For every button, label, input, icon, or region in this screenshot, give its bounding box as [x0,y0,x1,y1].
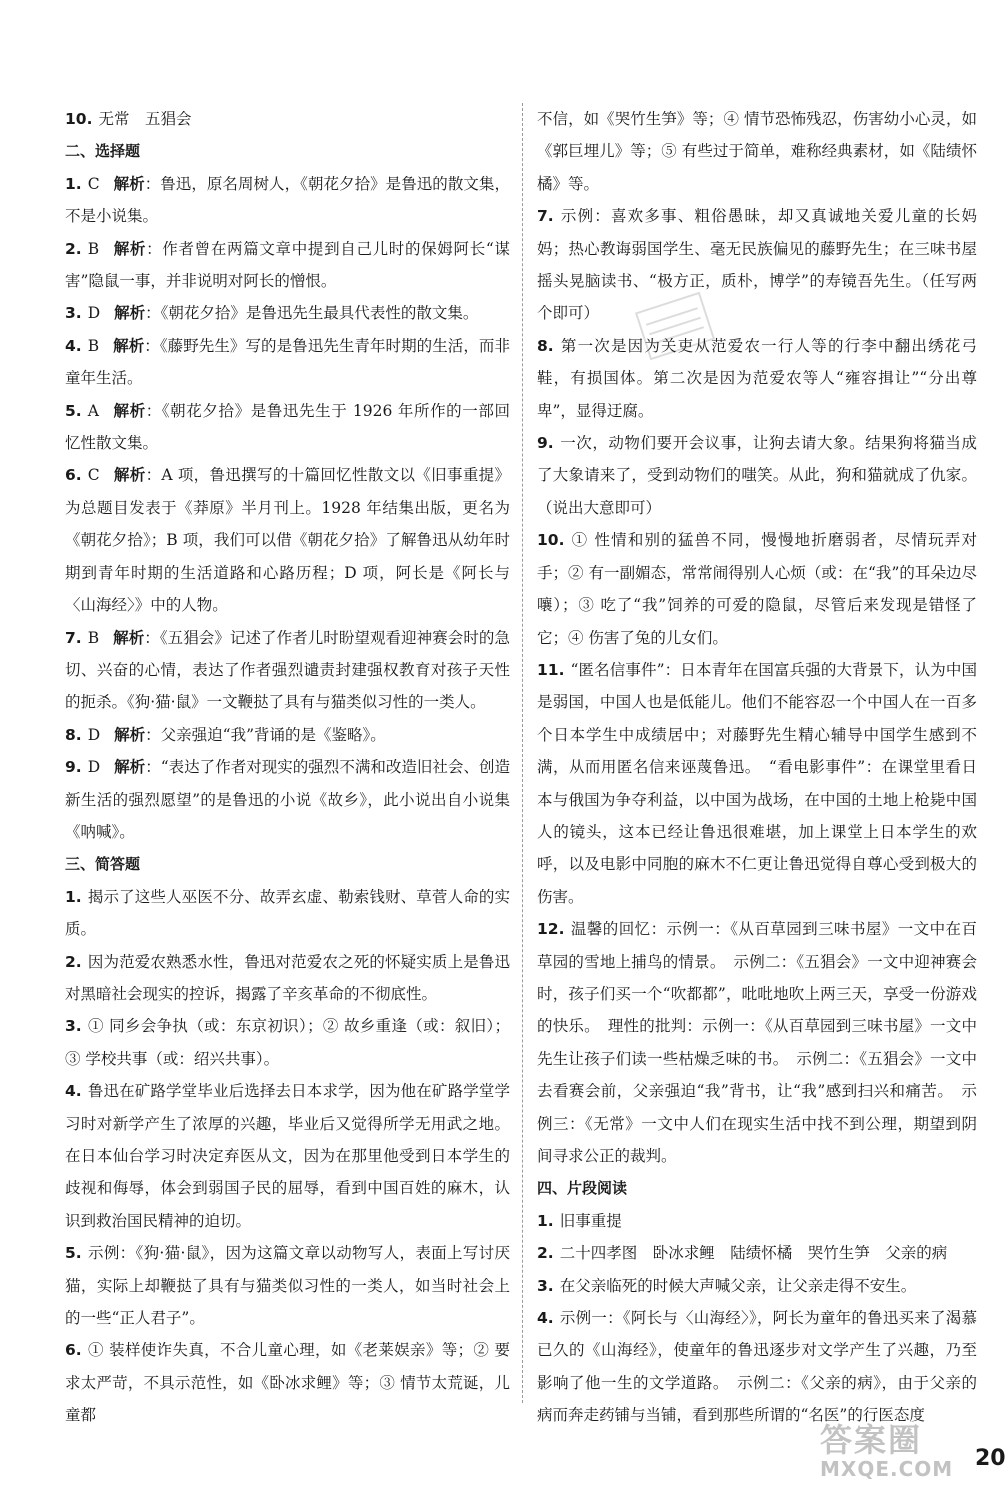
answer-entry [537,103,977,200]
page-number: 20 [975,1446,1006,1471]
question-number: 3. [65,1017,82,1036]
answer-entry [65,233,510,298]
answer-entry [65,751,510,848]
entry-text: 鲁迅在矿路学堂毕业后选择去日本求学，因为他在矿路学堂学习时对新学产生了浓厚的兴趣，毕业后又觉得所学无用武之地。在日本仙台学习时决定弃医从文，因为在那里他受到日本学生的歧视和侮辱，体会到弱国子民的屈辱，看到中国百姓的麻木，认识到救治国民精神的迫切。 [65,1082,510,1230]
column-divider [522,103,523,1403]
answer-entry [65,719,510,751]
answer-entry [537,1302,977,1432]
section-heading: 四、片段阅读 [537,1179,628,1198]
question-number: 2. [65,239,82,258]
analysis-label: 解析 [113,628,145,647]
watermark-url: MXQE.COM [820,1457,954,1481]
entry-text: 一次，动物们要开会议事，让狗去请大象。结果狗将猫当成了大象请来了，受到动物们的嗤笑。从此，狗和猫就成了仇家。（说出大意即可） [537,434,977,517]
section-heading: 二、选择题 [65,142,141,161]
choice-answer: B [87,239,100,258]
entry-text: 揭示了这些人巫医不分、故弄玄虚、勒索钱财、草菅人命的实质。 [65,887,510,939]
entry-text: “匿名信事件”：日本青年在国富兵强的大背景下，认为中国是弱国，中国人也是低能儿。他们不能容忍一个中国人在一百多个日本学生中成绩居中；对藤野先生精心辅导中国学生感到不满，从而用匿名信来诬蔑鲁迅。 “看电影事件”：在课堂里看日本与俄国为争夺利益，以中国为战场，在中国的土地上枪毙中国人的镜头，这本已经让鲁迅很难堪，加上课堂上日本学生的欢呼，以及电影中同胞的麻木不仁更让鲁迅觉得自尊心受到极大的伤害。 [537,660,977,906]
question-number: 1. [65,174,82,193]
question-number: 1. [537,1211,554,1230]
entry-text: ① 装样使诈失真，不合儿童心理，如《老莱娱亲》等；② 要求太严苛，不具示范性，如《卧冰求鲤》等；③ 情节太荒诞，儿童都 [65,1341,510,1425]
entry-text: ：《五猖会》记述了作者儿时盼望观看迎神赛会时的急切、兴奋的心情，表达了作者强烈谴责封建强权教育对孩子天性的扼杀。《狗·猫·鼠》一文鞭挞了具有与猫类似习性的一类人。 [65,628,510,712]
entry-text: 在父亲临死的时候大声喊父亲，让父亲走得不安生。 [559,1276,917,1295]
watermark-logo: 答案圈 [820,1421,923,1459]
entry-text: ：作者曾在两篇文章中提到自己儿时的保姆阿长“谋害”隐鼠一事，并非说明对阿长的憎恨。 [65,239,510,291]
choice-answer: B [87,336,100,355]
entry-text: 不信，如《哭竹生笋》等；④ 情节恐怖残忍，伤害幼小心灵，如《郭巨埋儿》等；⑤ 有些过于简单，难称经典素材，如《陆绩怀橘》等。 [537,110,977,193]
answer-entry [65,1010,510,1075]
answer-entry [65,622,510,719]
answer-entry [537,1205,977,1237]
entry-text: 温馨的回忆：示例一：《从百草园到三味书屋》一文中在百草园的雪地上捕鸟的情景。 示例二：《五猖会》一文中迎神赛会时，孩子们买一个“吹都都”，吡吡地吹上两三天，享受一份游戏的快乐。 理性的批判：示例一：《从百草园到三味书屋》一文中先生让孩子们读一些枯燥乏味的书。 示例二：《五猖会》一文中去看赛会前，父亲强迫“我”背书，让“我”感到扫兴和痛苦。 示例三：《无常》一文中人们在现实生活中找不到公理，期望到阴间寻求公正的裁判。 [537,920,977,1165]
entry-text: 二十四孝图 卧冰求鲤 陆绩怀橘 哭竹生笋 父亲的病 [559,1244,948,1263]
question-number: 8. [65,725,82,744]
question-number: 12. [537,920,565,939]
choice-answer: C [87,466,100,485]
question-number: 8. [537,336,554,355]
analysis-label: 解析 [113,336,145,355]
choice-answer: D [87,304,101,323]
left-column [65,103,510,1432]
question-number: 3. [537,1276,554,1295]
answer-entry [65,881,510,946]
entry-text: ：鲁迅，原名周树人，《朝花夕拾》是鲁迅的散文集，不是小说集。 [65,174,510,226]
choice-answer: D [87,758,101,777]
answer-entry [65,297,510,329]
answer-entry [537,1237,977,1269]
answer-entry [537,427,977,524]
answer-entry [65,1075,510,1237]
question-number: 4. [65,1082,82,1101]
entry-text: 因为范爱农熟悉水性，鲁迅对范爱农之死的怀疑实质上是鲁迅对黑暗社会现实的控诉，揭露了辛亥革命的不彻底性。 [65,952,510,1003]
entry-text: ：《藤野先生》写的是鲁迅先生青年时期的生活，而非童年生活。 [65,336,510,388]
analysis-label: 解析 [114,725,146,744]
question-number: 11. [537,660,565,679]
question-number: 5. [65,1244,82,1263]
answer-entry [537,524,977,654]
analysis-label: 解析 [112,401,146,420]
analysis-label: 解析 [113,466,146,485]
choice-answer: D [87,725,101,744]
entry-text: ：《朝花夕拾》是鲁迅先生于 1926 年所作的一部回忆性散文集。 [65,401,510,453]
entry-text: 旧事重提 [559,1211,622,1230]
question-number: 7. [65,628,82,647]
answer-entry [537,913,977,1172]
question-number: 6. [65,1341,82,1360]
entry-text: 示例：喜欢多事、粗俗愚昧，却又真诚地关爱儿童的长妈妈；热心教诲弱国学生、毫无民族偏见的藤野先生；在三味书屋摇头晃脑读书、“极方正，质朴，博学”的寿镜吾先生。（任写两个即可） [537,207,977,323]
analysis-label: 解析 [114,758,146,777]
answer-entry [537,1270,977,1302]
choice-answer: B [87,628,100,647]
answer-entry [65,168,510,233]
entry-text: ：A 项，鲁迅撰写的十篇回忆性散文以《旧事重提》为总题目发表于《莽原》半月刊上。1928 年结集出版，更名为《朝花夕拾》；B 项，我们可以借《朝花夕拾》了解鲁迅从幼年时期到青年时期的生活道路和心路历程；D 项，阿长是《阿长与〈山海经〉》中的人物。 [65,466,510,615]
answer-entry [65,103,510,135]
question-number: 3. [65,304,82,323]
answer-entry [537,330,977,427]
choice-answer: C [87,174,100,193]
answer-entry [65,946,510,1011]
answer-entry [65,395,510,460]
analysis-label: 解析 [113,174,145,193]
question-number: 1. [65,887,82,906]
entry-text: ① 性情和别的猛兽不同，慢慢地折磨弱者，尽情玩弄对手；② 有一副媚态，常常闹得别人心烦（或：在“我”的耳朵边尽嚷）；③ 吃了“我”饲养的可爱的隐鼠，尽管后来发现是错怪了它；④ 伤害了兔的儿女们。 [537,531,977,647]
answer-entry [65,1334,510,1431]
analysis-label: 解析 [114,304,146,323]
question-number: 2. [65,952,82,971]
question-number: 6. [65,466,82,485]
question-number: 4. [65,336,82,355]
entry-text: 第一次是因为关吏从范爱农一行人等的行李中翻出绣花弓鞋，有损国体。第二次是因为范爱农等人“雍容揖让”“分出尊卑”，显得迂腐。 [537,336,977,420]
section-heading: 三、简答题 [65,855,141,874]
question-number: 2. [537,1244,554,1263]
answer-entry [65,330,510,395]
answer-entry [537,200,977,330]
entry-text: 示例：《狗·猫·鼠》，因为这篇文章以动物写人，表面上写讨厌猫，实际上却鞭挞了具有与猫类似习性的一类人，如当时社会上的一些“正人君子”。 [65,1244,510,1328]
answer-entry [65,459,510,621]
question-number: 4. [537,1309,554,1328]
question-number: 9. [537,434,554,453]
question-number: 10. [65,110,93,128]
question-number: 10. [537,531,565,550]
watermark [820,1415,995,1485]
entry-text: 示例一：《阿长与〈山海经〉》，阿长为童年的鲁迅买来了渴慕已久的《山海经》，使童年的鲁迅逐步对文学产生了兴趣，乃至影响了他一生的文学道路。 示例二：《父亲的病》，由于父亲的病而奔走药铺与当铺，看到那些所谓的“名医”的行医态度 [537,1309,977,1425]
question-number: 7. [537,207,554,226]
entry-text: ：《朝花夕拾》是鲁迅先生最具代表性的散文集。 [145,304,479,323]
entry-text: 无常 五猖会 [98,110,192,128]
analysis-label: 解析 [113,239,147,258]
answer-entry [537,654,977,913]
entry-text: ：“表达了作者对现实的强烈不满和改造旧社会、创造新生活的强烈愿望”的是鲁迅的小说《故乡》，此小说出自小说集《呐喊》。 [65,758,510,841]
right-column [537,103,977,1432]
entry-text: ① 同乡会争执（或：东京初识）；② 故乡重逢（或：叙旧）；③ 学校共事（或：绍兴共事）。 [65,1017,510,1068]
answer-entry [65,1237,510,1334]
entry-text: ：父亲强迫“我”背诵的是《鉴略》。 [145,725,386,744]
question-number: 5. [65,401,82,420]
choice-answer: A [87,401,99,420]
question-number: 9. [65,758,82,777]
